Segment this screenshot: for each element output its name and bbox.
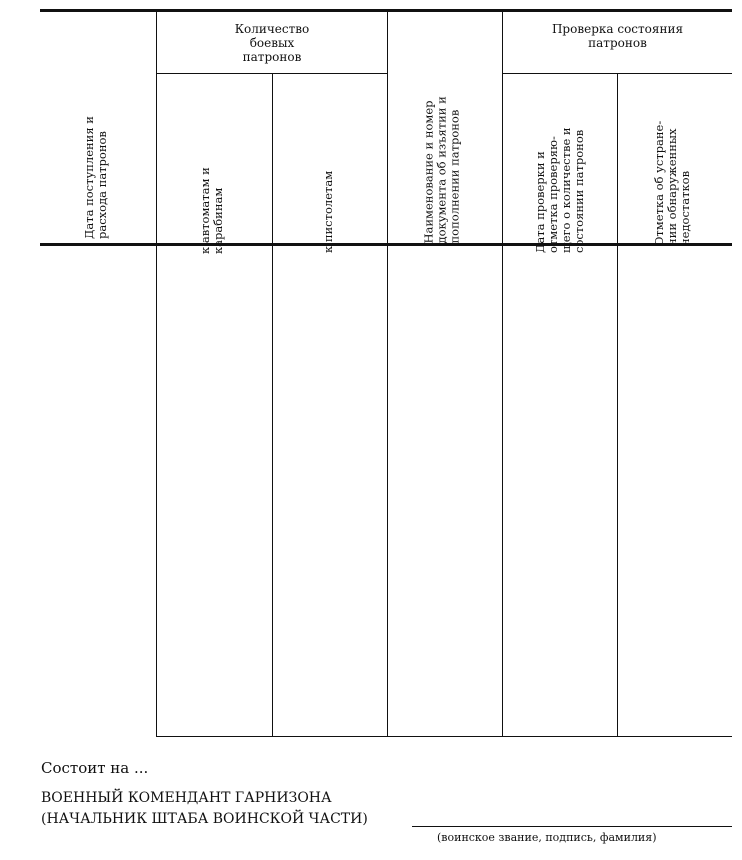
header-bottom-rule [40,243,732,246]
table-bottom-rule [156,736,732,737]
col-header-rifles: к автоматам и карабинам [198,167,225,254]
signature-caption: (воинское звание, подпись, фамилия) [437,831,657,844]
check-group-header: Проверка состояния патронов [551,22,684,50]
chief-of-staff-line: (НАЧАЛЬНИК ШТАБА ВОИНСКОЙ ЧАСТИ) [41,811,368,827]
col-header-defects: Отметка об устране- нии обнаруженных недостатков [652,120,692,246]
as-of-line: Состоит на ... [41,759,149,777]
col-rule-5 [617,73,618,737]
col-rule-2 [272,73,273,737]
quantity-group-header: Количество боевых патронов [234,22,310,64]
col-header-document: Наименование и номер документа об изъятии и пополнении патронов [421,96,462,244]
col-header-check-date: Дата проверки и отметка проверяю- щего о количестве и состоянии патронов [533,127,586,253]
signature-line [412,826,732,827]
col-rule-4 [502,11,503,737]
col-rule-1 [156,11,157,737]
top-rule [40,9,732,12]
col-rule-3 [387,11,388,737]
col-header-date: Дата поступления и расхода патронов [82,116,109,239]
commandant-line: ВОЕННЫЙ КОМЕНДАНТ ГАРНИЗОНА [41,790,332,806]
col-header-pistols: к пистолетам [321,170,335,253]
